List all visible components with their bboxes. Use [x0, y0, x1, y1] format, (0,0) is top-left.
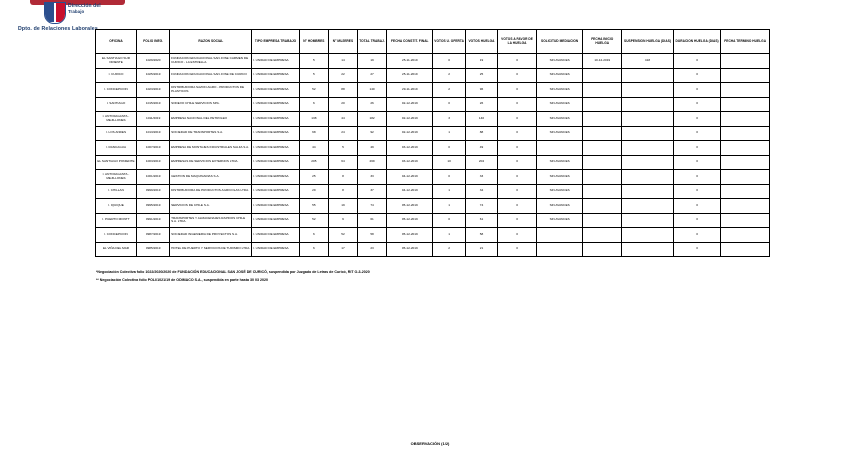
logo-line-2: Trabajo — [68, 9, 85, 14]
table-row — [96, 83, 770, 98]
cell-duracion: 0 — [673, 242, 720, 257]
cell-duracion: 0 — [673, 97, 720, 112]
cell-total: 19 — [358, 54, 387, 69]
cell-folio: 1003/2019 — [136, 155, 169, 170]
cell-fecha-inicio — [583, 126, 622, 141]
cell-votos-favor: 0 — [498, 141, 537, 156]
cell-mujeres: 44 — [328, 112, 357, 127]
cell-hombres: 6 — [299, 228, 328, 243]
cell-tipo-empresa: I. UNIDAD DE EMPRESA — [252, 228, 299, 243]
cell-mujeres: 9 — [328, 213, 357, 228]
cell-tipo-empresa: I. UNIDAD DE EMPRESA — [252, 68, 299, 83]
cell-razon-social: DISTRIBUIDORA SAZON AGRO - PRODUCTOS DE PLASTICOS — [170, 83, 252, 98]
cell-folio: 1007/2019 — [136, 141, 169, 156]
col-fecha-inicio: FECHA INICIO HUELGA — [583, 30, 622, 54]
cell-fecha-constit: 05-12-2019 — [387, 199, 433, 214]
col-razon-social: RAZON SOCIAL — [170, 30, 252, 54]
cell-votos-huelga: 33 — [465, 170, 497, 185]
cell-votos-favor: 0 — [498, 83, 537, 98]
cell-total: 26 — [358, 97, 387, 112]
cell-hombres: 55 — [299, 199, 328, 214]
cell-duracion: 0 — [673, 184, 720, 199]
cell-duracion: 0 — [673, 68, 720, 83]
col-votos-oferta: VOTOS U. OFERTA — [433, 30, 465, 54]
cell-hombres: 205 — [299, 155, 328, 170]
cell-votos-huelga: 74 — [465, 199, 497, 214]
cell-fecha-inicio — [583, 170, 622, 185]
cell-fecha-inicio — [583, 199, 622, 214]
cell-tipo-empresa: I. UNIDAD DE EMPRESA — [252, 112, 299, 127]
cell-votos-huelga: 61 — [465, 213, 497, 228]
department-title: Dpto. de Relaciones Laborales. — [18, 26, 100, 32]
cell-votos-huelga: 25 — [465, 68, 497, 83]
cell-duracion: 0 — [673, 155, 720, 170]
cell-fecha-constit: 05-12-2019 — [387, 242, 433, 257]
cell-razon-social: TRANSPORTES Y ALMACENAJES RAPIDOS CHILE S.A. LTDA. — [170, 213, 252, 228]
col-solicitud-mediacion: SOLICITUD MEDIACION — [536, 30, 582, 54]
cell-solicitud-mediacion — [536, 228, 582, 243]
cell-mujeres: 14 — [328, 54, 357, 69]
cell-suspension — [622, 97, 674, 112]
table-row — [96, 155, 770, 170]
cell-fecha-inicio — [583, 184, 622, 199]
cell-duracion: 0 — [673, 170, 720, 185]
cell-votos-oferta: 2 — [433, 83, 465, 98]
cell-duracion: 0 — [673, 126, 720, 141]
cell-suspension: 418 — [622, 54, 674, 69]
table-row — [96, 112, 770, 127]
col-total: TOTAL TRABAJ. — [358, 30, 387, 54]
cell-tipo-empresa: I. UNIDAD DE EMPRESA — [252, 199, 299, 214]
shield-icon — [44, 2, 66, 24]
cell-oficina: EL SANTIAGO SUR ORIENTE — [96, 54, 137, 69]
cell-solicitud-mediacion: SIN AVANCES — [536, 126, 582, 141]
cell-fecha-constit: 29-11-2019 — [387, 83, 433, 98]
strike-register-table-wrapper — [95, 29, 770, 257]
cell-hombres: 68 — [299, 126, 328, 141]
cell-votos-oferta: 10 — [433, 155, 465, 170]
logo-text — [68, 3, 101, 15]
cell-fecha-constit: 03-12-2019 — [387, 155, 433, 170]
cell-razon-social: HOTEL DE PUERTO Y SERVICIOS DE TURISMO LTDA. — [170, 242, 252, 257]
cell-fecha-termino — [721, 199, 770, 214]
cell-razon-social: FUNDACION EDUCACIONAL SAN JOSE DE CURICO — [170, 68, 252, 83]
cell-hombres: 52 — [299, 213, 328, 228]
cell-fecha-termino — [721, 184, 770, 199]
table-row — [96, 199, 770, 214]
cell-suspension — [622, 141, 674, 156]
cell-solicitud-mediacion — [536, 141, 582, 156]
cell-folio: 1011/2019 — [136, 112, 169, 127]
col-votos-favor: VOTOS A FAVOR DE LA HUELGA — [498, 30, 537, 54]
cell-razon-social: EMPRESA NACIONAL DEL PETROLEO — [170, 112, 252, 127]
cell-solicitud-mediacion: SIN AVANCES — [536, 112, 582, 127]
cell-fecha-constit: 05-12-2019 — [387, 213, 433, 228]
cell-fecha-inicio — [583, 242, 622, 257]
cell-fecha-inicio — [583, 83, 622, 98]
cell-hombres: 5 — [299, 54, 328, 69]
cell-mujeres: 20 — [328, 97, 357, 112]
cell-votos-oferta: 0 — [433, 141, 465, 156]
cell-folio: 1015/2019 — [136, 97, 169, 112]
cell-votos-favor: 0 — [498, 170, 537, 185]
cell-duracion: 0 — [673, 213, 720, 228]
cell-fecha-termino — [721, 141, 770, 156]
cell-fecha-termino — [721, 68, 770, 83]
cell-mujeres: 22 — [328, 68, 357, 83]
cell-tipo-empresa: I. UNIDAD DE EMPRESA — [252, 83, 299, 98]
cell-votos-oferta: 0 — [433, 97, 465, 112]
cell-folio: 0987/2019 — [136, 228, 169, 243]
cell-votos-oferta: 1 — [433, 199, 465, 214]
cell-folio: 1013/2019 — [136, 126, 169, 141]
cell-oficina: I. SANTIAGO — [96, 97, 137, 112]
cell-oficina: EL VIÑA DEL MAR — [96, 242, 137, 257]
cell-suspension — [622, 170, 674, 185]
cell-total: 269 — [358, 155, 387, 170]
cell-razon-social: SOCIEDAD DE TRANSPORTES S.A. — [170, 126, 252, 141]
cell-fecha-termino — [721, 97, 770, 112]
cell-total: 61 — [358, 213, 387, 228]
cell-oficina: I. CONCEPCION — [96, 83, 137, 98]
cell-tipo-empresa: I. UNIDAD DE EMPRESA — [252, 126, 299, 141]
cell-fecha-termino — [721, 170, 770, 185]
cell-oficina: I. PUERTO MONTT — [96, 213, 137, 228]
cell-folio: 0991/2019 — [136, 213, 169, 228]
cell-suspension — [622, 68, 674, 83]
cell-oficina: I. CURICO — [96, 68, 137, 83]
cell-folio: 1023/2019 — [136, 83, 169, 98]
cell-votos-oferta: 0 — [433, 54, 465, 69]
cell-folio: 1001/2019 — [136, 170, 169, 185]
cell-mujeres: 8 — [328, 170, 357, 185]
cell-fecha-termino — [721, 54, 770, 69]
cell-mujeres: 5 — [328, 141, 357, 156]
table-row — [96, 170, 770, 185]
cell-suspension — [622, 199, 674, 214]
cell-hombres: 6 — [299, 242, 328, 257]
cell-tipo-empresa: I. UNIDAD DE EMPRESA — [252, 141, 299, 156]
table-row — [96, 213, 770, 228]
cell-razon-social: DISTRIBUIDORA DE PRODUCTOS AGRICOLAS LTDA. — [170, 184, 252, 199]
cell-tipo-empresa: I. UNIDAD DE EMPRESA — [252, 242, 299, 257]
cell-oficina: I. ANTOFAGASTA - MEJILLONES — [96, 112, 137, 127]
cell-votos-huelga: 88 — [465, 126, 497, 141]
col-hombres: N° HOMBRES — [299, 30, 328, 54]
cell-mujeres: 88 — [328, 83, 357, 98]
cell-votos-huelga: 96 — [465, 83, 497, 98]
cell-duracion: 0 — [673, 83, 720, 98]
table-row — [96, 242, 770, 257]
cell-tipo-empresa: I. UNIDAD DE EMPRESA — [252, 54, 299, 69]
cell-duracion: 0 — [673, 54, 720, 69]
col-fecha-termino: FECHA TERMINO HUELGA — [721, 30, 770, 54]
cell-votos-favor: 0 — [498, 68, 537, 83]
cell-fecha-constit: 04-12-2019 — [387, 170, 433, 185]
cell-hombres: 5 — [299, 68, 328, 83]
cell-mujeres: 8 — [328, 184, 357, 199]
cell-folio: 0995/2019 — [136, 199, 169, 214]
cell-fecha-termino — [721, 228, 770, 243]
table-row — [96, 141, 770, 156]
cell-hombres: 29 — [299, 184, 328, 199]
cell-duracion: 0 — [673, 141, 720, 156]
cell-total: 182 — [358, 112, 387, 127]
cell-votos-favor: 0 — [498, 97, 537, 112]
cell-razon-social: SERVICIOS DE CHILE S.A. — [170, 199, 252, 214]
cell-hombres: 52 — [299, 83, 328, 98]
cell-fecha-constit: 05-12-2019 — [387, 228, 433, 243]
col-fecha-constit: FECHA CONSTIT. FINAL — [387, 30, 433, 54]
cell-votos-favor: 0 — [498, 126, 537, 141]
col-tipo-empresa: TIPO EMPRESA TRABAJO — [252, 30, 299, 54]
cell-votos-huelga: 140 — [465, 112, 497, 127]
cell-solicitud-mediacion: SIN AVANCES — [536, 184, 582, 199]
cell-fecha-termino — [721, 213, 770, 228]
cell-votos-huelga: 204 — [465, 155, 497, 170]
cell-solicitud-mediacion: SIN AVANCES — [536, 54, 582, 69]
cell-hombres: 44 — [299, 141, 328, 156]
cell-solicitud-mediacion: SIN AVANCES — [536, 155, 582, 170]
footnotes — [96, 268, 696, 284]
col-suspension: SUSPENSION HUELGA (DIAS) — [622, 30, 674, 54]
cell-duracion: 0 — [673, 199, 720, 214]
cell-votos-huelga: 49 — [465, 141, 497, 156]
cell-votos-favor: 0 — [498, 199, 537, 214]
cell-razon-social: GESTION DE MAQUINARIAS S.A. — [170, 170, 252, 185]
footnote-1: *Negociación Colectiva folio 1022/2020/2020 de FUNDACIÓN EDUCACIONAL SAN JOSÉ DE CURICÓ, suspendida por Juzgado de Letras de Curicó, RIT O-3-2020 — [96, 270, 370, 274]
cell-total: 140 — [358, 83, 387, 98]
table-row — [96, 184, 770, 199]
cell-fecha-termino — [721, 112, 770, 127]
cell-solicitud-mediacion: SIN AVANCES — [536, 170, 582, 185]
table-row — [96, 97, 770, 112]
cell-votos-favor: 0 — [498, 112, 537, 127]
cell-fecha-termino — [721, 83, 770, 98]
cell-solicitud-mediacion: SIN AVANCES — [536, 97, 582, 112]
cell-fecha-termino — [721, 155, 770, 170]
cell-suspension — [622, 184, 674, 199]
cell-votos-huelga: 34 — [465, 184, 497, 199]
logo-line-1: Dirección del — [68, 3, 101, 9]
cell-fecha-inicio — [583, 228, 622, 243]
cell-solicitud-mediacion: SIN AVANCES — [536, 83, 582, 98]
cell-tipo-empresa: I. UNIDAD DE EMPRESA — [252, 97, 299, 112]
cell-votos-oferta: 1 — [433, 126, 465, 141]
cell-votos-oferta: 3 — [433, 112, 465, 127]
cell-total: 92 — [358, 126, 387, 141]
cell-total: 37 — [358, 184, 387, 199]
cell-votos-favor: 0 — [498, 242, 537, 257]
cell-fecha-termino — [721, 126, 770, 141]
table-row — [96, 68, 770, 83]
cell-mujeres: 17 — [328, 242, 357, 257]
cell-fecha-constit: 25-11-2019 — [387, 68, 433, 83]
cell-oficina: I. CONCEPCION — [96, 228, 137, 243]
cell-suspension — [622, 83, 674, 98]
col-folio: FOLIO INEG. — [136, 30, 169, 54]
cell-votos-favor: 0 — [498, 213, 537, 228]
cell-solicitud-mediacion — [536, 242, 582, 257]
cell-total: 33 — [358, 170, 387, 185]
cell-votos-huelga: 21 — [465, 242, 497, 257]
cell-suspension — [622, 155, 674, 170]
cell-mujeres: 64 — [328, 155, 357, 170]
footnote-2: ** Negociación Colectiva folio POLI/1021/19 de ODIMACO S.A., suspendida en parte hasta 30 03 2020 — [96, 278, 268, 282]
cell-suspension — [622, 228, 674, 243]
logo — [30, 0, 125, 26]
cell-votos-huelga: 26 — [465, 97, 497, 112]
cell-oficina: I. IQUIQUE — [96, 199, 137, 214]
cell-suspension — [622, 126, 674, 141]
cell-razon-social: EMPRESA DE MONTAJES INDUSTRIALES SALFA S.A. — [170, 141, 252, 156]
cell-mujeres: 24 — [328, 126, 357, 141]
cell-oficina: I. CHILLAN — [96, 184, 137, 199]
cell-hombres: 6 — [299, 97, 328, 112]
cell-razon-social: SOCIEDAD INGENIERIA DE PROYECTOS S.A. — [170, 228, 252, 243]
cell-duracion: 0 — [673, 228, 720, 243]
cell-fecha-constit: 03-12-2019 — [387, 141, 433, 156]
cell-mujeres: 19 — [328, 199, 357, 214]
cell-solicitud-mediacion: SIN AVANCES — [536, 68, 582, 83]
cell-votos-oferta: 0 — [433, 170, 465, 185]
cell-folio: 0999/2019 — [136, 184, 169, 199]
col-votos-huelga: VOTOS HUELGA — [465, 30, 497, 54]
cell-fecha-inicio — [583, 68, 622, 83]
cell-votos-favor: 0 — [498, 54, 537, 69]
cell-hombres: 25 — [299, 170, 328, 185]
table-row — [96, 126, 770, 141]
cell-razon-social: EMPRESAS DE SERVICIOS EXTERNOS LTDA. — [170, 155, 252, 170]
cell-votos-huelga: 19 — [465, 54, 497, 69]
cell-total: 49 — [358, 141, 387, 156]
cell-suspension — [622, 112, 674, 127]
cell-mujeres: 52 — [328, 228, 357, 243]
cell-folio: 1029/2020 — [136, 54, 169, 69]
table-header-row — [96, 30, 770, 54]
cell-votos-oferta: 1 — [433, 228, 465, 243]
cell-oficina: I. LOS ANDES — [96, 126, 137, 141]
cell-fecha-termino — [721, 242, 770, 257]
cell-fecha-constit: 02-12-2019 — [387, 112, 433, 127]
cell-fecha-constit: 02-12-2019 — [387, 126, 433, 141]
cell-votos-oferta: 1 — [433, 184, 465, 199]
cell-votos-favor: 0 — [498, 184, 537, 199]
cell-fecha-inicio — [583, 97, 622, 112]
cell-votos-oferta: 2 — [433, 242, 465, 257]
cell-fecha-inicio: 10-12-2019 — [583, 54, 622, 69]
cell-fecha-constit: 25-11-2019 — [387, 54, 433, 69]
cell-suspension — [622, 213, 674, 228]
cell-folio: 1025/2019 — [136, 68, 169, 83]
cell-razon-social: FUNDACION EDUCACIONAL SAN JOSE CARMEN DE CURICO - LA ESTRELLA. — [170, 54, 252, 69]
cell-tipo-empresa: I. UNIDAD DE EMPRESA — [252, 213, 299, 228]
cell-fecha-inicio — [583, 213, 622, 228]
cell-folio: 0985/2019 — [136, 242, 169, 257]
cell-suspension — [622, 242, 674, 257]
cell-tipo-empresa: I. UNIDAD DE EMPRESA — [252, 170, 299, 185]
cell-duracion: 0 — [673, 112, 720, 127]
cell-fecha-inicio — [583, 141, 622, 156]
col-oficina: OFICINA — [96, 30, 137, 54]
strike-register-table — [95, 29, 770, 257]
cell-votos-oferta: 2 — [433, 68, 465, 83]
col-duracion: DURACION HUELGA (DIAS) — [673, 30, 720, 54]
cell-votos-oferta: 0 — [433, 213, 465, 228]
cell-votos-huelga: 58 — [465, 228, 497, 243]
cell-solicitud-mediacion: SIN AVANCES — [536, 199, 582, 214]
cell-fecha-inicio — [583, 112, 622, 127]
cell-votos-favor: 0 — [498, 228, 537, 243]
cell-total: 74 — [358, 199, 387, 214]
cell-fecha-inicio — [583, 155, 622, 170]
cell-oficina: I. ANTOFAGASTA - MEJILLONES — [96, 170, 137, 185]
cell-razon-social: SODEXO CHILE SERVICIOS SPA. — [170, 97, 252, 112]
cell-votos-favor: 0 — [498, 155, 537, 170]
cell-fecha-constit: 04-12-2019 — [387, 184, 433, 199]
cell-total: 27 — [358, 68, 387, 83]
table-row — [96, 228, 770, 243]
cell-solicitud-mediacion: SIN AVANCES — [536, 213, 582, 228]
cell-oficina: I. RANCAGUA — [96, 141, 137, 156]
cell-tipo-empresa: I. UNIDAD DE EMPRESA — [252, 155, 299, 170]
cell-total: 58 — [358, 228, 387, 243]
table-body — [96, 54, 770, 257]
cell-oficina: EL SANTIAGO PONIENTE — [96, 155, 137, 170]
col-mujeres: N° MUJERES — [328, 30, 357, 54]
cell-fecha-constit: 02-12-2019 — [387, 97, 433, 112]
bottom-caption: OBSERVACIÓN (1/2) — [410, 441, 450, 446]
table-row — [96, 54, 770, 69]
cell-hombres: 138 — [299, 112, 328, 127]
cell-total: 23 — [358, 242, 387, 257]
cell-tipo-empresa: I. UNIDAD DE EMPRESA — [252, 184, 299, 199]
